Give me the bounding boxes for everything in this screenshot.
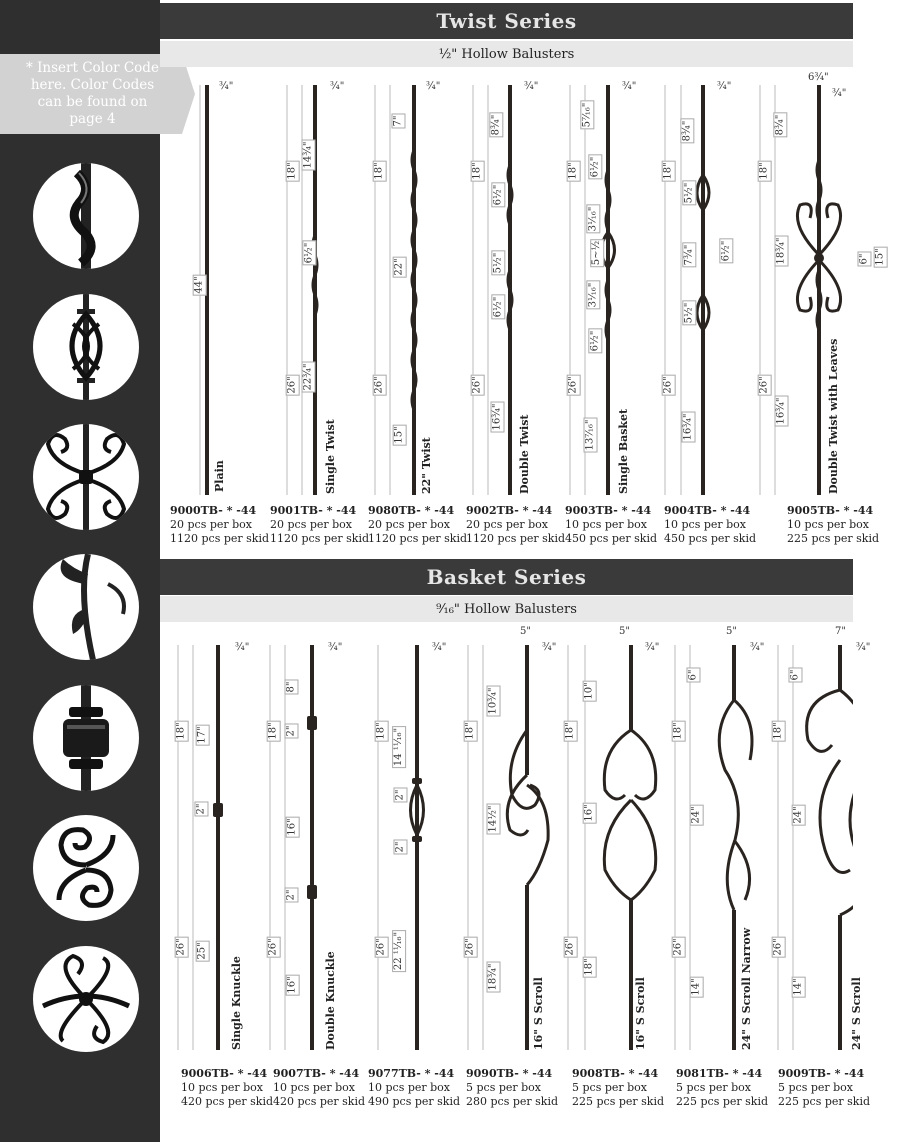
- dim-length: 26": [373, 376, 385, 394]
- dim-length: 24": [792, 806, 804, 824]
- scroll-leaves-thumbnail: [33, 424, 139, 530]
- product-caption: [368, 504, 467, 546]
- pcs-per-skid: 1120 pcs per skid: [270, 532, 370, 545]
- dim-length: 26": [375, 938, 387, 956]
- dim-length: 6½": [720, 240, 732, 262]
- product-name: Double Twist with Leaves: [827, 338, 840, 494]
- dim-top: ¾": [717, 81, 732, 92]
- dim-length: 16": [583, 804, 595, 822]
- dim-length: 2": [394, 789, 406, 801]
- product-code: 9006TB- * -44: [181, 1067, 268, 1080]
- pcs-per-skid: 1120 pcs per skid: [466, 532, 566, 545]
- pcs-per-box: 10 pcs per box: [565, 518, 648, 531]
- product-name: Single Twist: [324, 419, 337, 494]
- dim-length: 13⁷⁄₁₆": [584, 419, 596, 451]
- product-code: 9077TB- * -44: [368, 1067, 455, 1080]
- dim-length: 18¾": [487, 963, 499, 991]
- twist-series-header: Twist Series: [160, 3, 853, 39]
- pcs-per-box: 20 pcs per box: [170, 518, 253, 531]
- product-code: 9007TB- * -44: [273, 1067, 360, 1080]
- product-name: 16" S Scroll: [634, 977, 647, 1050]
- product-caption: [170, 504, 269, 546]
- dim-length: 22": [393, 258, 405, 276]
- product-caption: [273, 1067, 365, 1109]
- dim-length: 26": [464, 938, 476, 956]
- dim-length: 8": [285, 681, 297, 693]
- dim-length: 22¾": [302, 363, 314, 391]
- dim-length: 18": [567, 162, 579, 180]
- dim-length: 26": [471, 376, 483, 394]
- dim-length: 22 ¹¹⁄₁₆": [393, 931, 405, 971]
- dim-length: 6½": [492, 184, 504, 206]
- dim-length: 6½": [492, 296, 504, 318]
- basket-series-subtitle: ⁹⁄₁₆" Hollow Balusters: [160, 596, 853, 622]
- scroll-cluster-thumbnail: [33, 946, 139, 1052]
- dim-length: 6": [858, 253, 870, 265]
- dim-length: 7¾": [683, 244, 695, 266]
- pcs-per-skid: 1120 pcs per skid: [368, 532, 468, 545]
- pcs-per-skid: 225 pcs per skid: [676, 1095, 769, 1108]
- pcs-per-box: 20 pcs per box: [270, 518, 353, 531]
- dim-length: 18": [286, 162, 298, 180]
- dim-width: 5": [726, 626, 737, 637]
- dim-top: ¾": [219, 81, 234, 92]
- dim-length: 7": [392, 115, 404, 127]
- dim-length: 26": [567, 376, 579, 394]
- dim-length: 26": [758, 376, 770, 394]
- dim-length: 18¾": [775, 237, 787, 265]
- pcs-per-skid: 490 pcs per skid: [368, 1095, 461, 1108]
- product-name: Single Knuckle: [230, 956, 243, 1050]
- product-name: Double Knuckle: [324, 951, 337, 1050]
- dim-length: 16¾": [682, 413, 694, 441]
- dim-length: 15": [393, 426, 405, 444]
- pcs-per-box: 10 pcs per box: [368, 1081, 451, 1094]
- pcs-per-box: 5 pcs per box: [778, 1081, 854, 1094]
- product-caption: [664, 504, 756, 546]
- dim-length: 24": [690, 806, 702, 824]
- pcs-per-box: 20 pcs per box: [368, 518, 451, 531]
- dim-length: 10¾": [487, 687, 499, 715]
- dim-length: 18": [662, 162, 674, 180]
- product-code: 9081TB- * -44: [676, 1067, 763, 1080]
- dim-top: ¾": [426, 81, 441, 92]
- product-name: Double Twist: [518, 414, 531, 494]
- product-name: 22" Twist: [420, 437, 433, 494]
- s-scroll-detail-thumbnail: [33, 815, 139, 921]
- dim-length: 8¾": [774, 114, 786, 136]
- dim-length: 6½": [589, 330, 601, 352]
- dim-top: ¾": [645, 642, 660, 653]
- product-code: 9000TB- * -44: [170, 504, 257, 517]
- dim-length: 18": [772, 722, 784, 740]
- dim-length: 16": [286, 976, 298, 994]
- twist-series-subtitle: ½" Hollow Balusters: [160, 41, 853, 67]
- dim-top: ¾": [432, 642, 447, 653]
- basket-detail-thumbnail: [33, 294, 139, 400]
- dim-length: 14": [690, 978, 702, 996]
- dim-length: 26": [672, 938, 684, 956]
- product-code: 9002TB- * -44: [466, 504, 553, 517]
- product-code: 9080TB- * -44: [368, 504, 455, 517]
- product-caption: [270, 504, 369, 546]
- product-name: Single Basket: [617, 408, 630, 494]
- dim-length: 26": [662, 376, 674, 394]
- dim-length: 17": [196, 726, 208, 744]
- dim-length: 8¾": [490, 114, 502, 136]
- dim-top: ¾": [542, 642, 557, 653]
- dim-length: 44": [193, 276, 205, 294]
- product-caption: [572, 1067, 664, 1109]
- dim-length: 5~½: [591, 240, 603, 266]
- product-caption: [778, 1067, 870, 1109]
- dim-length: 3¹⁄₁₆": [587, 206, 599, 232]
- pcs-per-box: 10 pcs per box: [181, 1081, 264, 1094]
- pcs-per-skid: 420 pcs per skid: [181, 1095, 274, 1108]
- product-name: 24" S Scroll Narrow: [740, 927, 753, 1050]
- dim-length: 5⁷⁄₁₆": [581, 102, 593, 128]
- product-code: 9008TB- * -44: [572, 1067, 659, 1080]
- dim-top: ¾": [622, 81, 637, 92]
- product-caption: [181, 1067, 273, 1109]
- pcs-per-skid: 225 pcs per skid: [572, 1095, 665, 1108]
- dim-length: 14 ¹¹⁄₁₆": [393, 727, 405, 767]
- dim-length: 26": [286, 376, 298, 394]
- dim-width: 5": [619, 626, 630, 637]
- dim-length: 14½": [487, 805, 499, 833]
- product-code: 9004TB- * -44: [664, 504, 751, 517]
- dim-top: ¾": [750, 642, 765, 653]
- dim-length: 26": [175, 938, 187, 956]
- product-caption: [466, 504, 565, 546]
- product-name: 24" S Scroll: [850, 977, 863, 1050]
- dim-top: ¾": [524, 81, 539, 92]
- dim-width: 5": [520, 626, 531, 637]
- pcs-per-skid: 225 pcs per skid: [787, 532, 880, 545]
- product-caption: [787, 504, 879, 546]
- dim-length: 14": [792, 978, 804, 996]
- dim-length: 6": [789, 669, 801, 681]
- dim-length: 6½": [589, 156, 601, 178]
- dim-length: 16¾": [491, 403, 503, 431]
- dim-length: 15": [874, 248, 886, 266]
- dim-length: 26": [772, 938, 784, 956]
- product-caption: [676, 1067, 768, 1109]
- dim-length: 14¾": [302, 141, 314, 169]
- note-text: * Insert Color Code here. Color Codes can be found on page 4: [26, 60, 159, 127]
- dim-length: 18": [267, 722, 279, 740]
- dim-length: 5½": [492, 252, 504, 274]
- dim-length: 2": [285, 725, 297, 737]
- pcs-per-skid: 450 pcs per skid: [664, 532, 757, 545]
- basket-series-header: Basket Series: [160, 559, 853, 595]
- pcs-per-skid: 420 pcs per skid: [273, 1095, 366, 1108]
- product-code: 9003TB- * -44: [565, 504, 652, 517]
- leaf-detail-thumbnail: [33, 554, 139, 660]
- dim-length: 2": [285, 889, 297, 901]
- dim-length: 18": [375, 722, 387, 740]
- dim-length: 18": [672, 722, 684, 740]
- dim-width: 7": [835, 626, 846, 637]
- dim-length: 2": [394, 841, 406, 853]
- dim-length: 3¹⁄₁₆": [587, 282, 599, 308]
- pcs-per-box: 10 pcs per box: [787, 518, 870, 531]
- dim-length: 26": [564, 938, 576, 956]
- product-name: 16" S Scroll: [532, 977, 545, 1050]
- dim-top: ¾": [235, 642, 250, 653]
- dim-length: 8¾": [681, 120, 693, 142]
- dim-length: 16": [286, 818, 298, 836]
- dim-length: 16¾": [775, 397, 787, 425]
- dim-top: ¾": [328, 642, 343, 653]
- dim-length: 18": [583, 958, 595, 976]
- pcs-per-box: 20 pcs per box: [466, 518, 549, 531]
- product-caption: [368, 1067, 460, 1109]
- dim-length: 6½": [303, 242, 315, 264]
- dim-top: ¾": [832, 88, 847, 99]
- pcs-per-box: 10 pcs per box: [664, 518, 747, 531]
- pcs-per-skid: 280 pcs per skid: [466, 1095, 559, 1108]
- dim-top: ¾": [856, 642, 871, 653]
- dim-length: 18": [471, 162, 483, 180]
- dim-length: 18": [464, 722, 476, 740]
- pcs-per-skid: 1120 pcs per skid: [170, 532, 270, 545]
- dim-length: 6": [687, 669, 699, 681]
- product-code: 9009TB- * -44: [778, 1067, 865, 1080]
- product-caption: [466, 1067, 558, 1109]
- pcs-per-box: 5 pcs per box: [676, 1081, 752, 1094]
- dim-length: 26": [267, 938, 279, 956]
- dim-width: 6¾": [808, 72, 829, 83]
- dim-length: 18": [373, 162, 385, 180]
- dim-length: 18": [564, 722, 576, 740]
- dim-length: 25": [196, 942, 208, 960]
- dim-length: 2": [195, 803, 207, 815]
- dim-length: 10": [583, 682, 595, 700]
- dim-length: 18": [758, 162, 770, 180]
- dim-length: 5½": [683, 302, 695, 324]
- product-caption: [565, 504, 657, 546]
- product-name: Plain: [213, 460, 226, 492]
- pcs-per-box: 10 pcs per box: [273, 1081, 356, 1094]
- pcs-per-box: 5 pcs per box: [466, 1081, 542, 1094]
- twist-detail-thumbnail: [33, 163, 139, 269]
- dim-top: ¾": [330, 81, 345, 92]
- product-code: 9090TB- * -44: [466, 1067, 553, 1080]
- product-code: 9005TB- * -44: [787, 504, 874, 517]
- pcs-per-skid: 450 pcs per skid: [565, 532, 658, 545]
- dim-length: 18": [175, 722, 187, 740]
- pcs-per-box: 5 pcs per box: [572, 1081, 648, 1094]
- pcs-per-skid: 225 pcs per skid: [778, 1095, 871, 1108]
- product-code: 9001TB- * -44: [270, 504, 357, 517]
- knuckle-detail-thumbnail: [33, 685, 139, 791]
- dim-length: 5½": [683, 182, 695, 204]
